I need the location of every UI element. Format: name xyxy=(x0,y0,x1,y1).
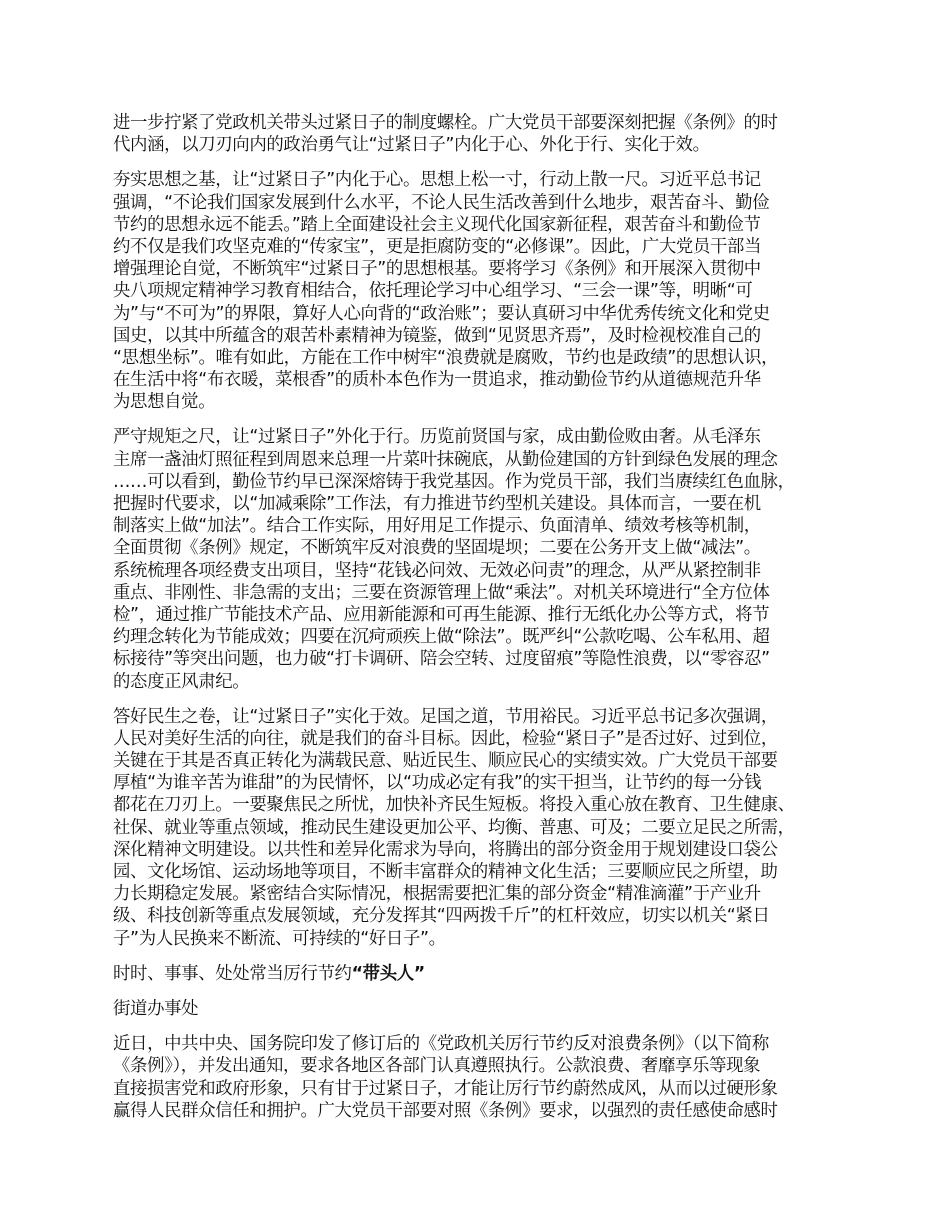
text-line: 都花在刀刃上。一要聚焦民之所忧，加快补齐民生短板。将投入重心放在教育、卫生健康、 xyxy=(113,795,795,816)
text-line: 国史，以其中所蕴含的艰苦朴素精神为镜鉴，做到“见贤思齐焉”，及时检视校准自己的 xyxy=(113,325,761,346)
text-line: 系统梳理各项经费支出项目，坚持“花钱必问效、无效必问责”的理念，从严从紧控制非 xyxy=(113,560,761,581)
heading-quoted-text: “带头人” xyxy=(351,963,425,984)
text-line: 园、文化场馆、运动场地等项目，不断丰富群众的精神文化生活；三要顺应民之所望，助 xyxy=(113,862,778,882)
text-line: “思想坐标”。唯有如此，方能在工作中树牢“浪费就是腐败，节约也是政绩”的思想认识， xyxy=(113,347,779,368)
text-line: 力长期稳定发展。紧密结合实际情况，根据需要把汇集的部分资金“精准滴灌”于产业升 xyxy=(113,884,761,905)
text-line: 增强理论自觉，不断筑牢“过紧日子”的思想根基。要将学习《条例》和开展深入贯彻中 xyxy=(113,259,761,280)
text-line: 约理念转化为节能成效；四要在沉疴顽疾上做“除法”。既严纠“公款吃喝、公车私用、超 xyxy=(113,627,770,648)
text-line: 关键在于其是否真正转化为满载民意、贴近民生、顺应民心的实绩实效。广大党员干部要 xyxy=(113,751,778,772)
text-line: 检”，通过推广节能技术产品、应用新能源和可再生能源、推行无纸化办公等方式，将节 xyxy=(113,604,770,625)
text-line: 近日，中共中央、国务院印发了修订后的《党政机关厉行节约反对浪费条例》（以下简称 xyxy=(113,1034,769,1055)
text-line: 全面贯彻《条例》规定，不断筑牢反对浪费的坚固堤坝；二要在公务开支上做“减法”。 xyxy=(113,538,761,559)
text-line: 《条例》），并发出通知，要求各地区各部门认真遵照执行。公款浪费、奢靡享乐等现象 xyxy=(113,1056,761,1077)
heading-text: 时时、事事、处处常当厉行节约 xyxy=(113,963,352,984)
text-line: 约不仅是我们攻坚克难的“传家宝”，更是拒腐防变的“必修课”。因此，广大党员干部当 xyxy=(113,236,762,257)
text-line: 人民对美好生活的向往，就是我们的奋斗目标。因此，检验“紧日子”是否过好、过到位， xyxy=(113,728,778,749)
article-heading xyxy=(113,963,873,985)
text-line: 厚植“为谁辛苦为谁甜”的为民情怀，以“功成必定有我”的实干担当，让节约的每一分钱 xyxy=(113,773,762,794)
text-line: 严守规矩之尺，让“过紧日子”外化于行。历览前贤国与家，成由勤俭败由奢。从毛泽东 xyxy=(113,427,761,448)
heading-line xyxy=(113,963,873,985)
text-line: 重点、非刚性、非急需的支出；三要在资源管理上做“乘法”。对机关环境进行“全方位体 xyxy=(113,582,770,603)
text-line: 主席一盏油灯照征程到周恩来总理一片菜叶抹碗底，从勤俭建国的方针到绿色发展的理念 xyxy=(113,449,778,470)
article-author xyxy=(113,998,873,1020)
text-line: 直接损害党和政府形象，只有甘于过紧日子，才能让厉行节约蔚然成风，从而以过硬形象 xyxy=(113,1078,778,1099)
text-line: 为”与“不可为”的界限，算好人心向背的“政治账”；要认真研习中华优秀传统文化和党史 xyxy=(113,303,770,324)
text-line: 赢得人民群众信任和拥护。广大党员干部要对照《条例》要求，以强烈的责任感使命感时 xyxy=(113,1100,778,1121)
paragraph-opening xyxy=(113,1033,873,1122)
text-line: 为思想自觉。 xyxy=(113,392,216,413)
text-line: 标接待”等突出问题，也力破“打卡调研、陪会空转、过度留痕”等隐性浪费，以“零容忍” xyxy=(113,649,770,670)
text-line: 社保、就业等重点领域，推动民生建设更加公平、均衡、普惠、可及；二要立足民之所需， xyxy=(113,817,795,838)
author-line: 街道办事处 xyxy=(113,998,199,1019)
text-line: 强调，“不论我们国家发展到什么水平，不论人民生活改善到什么地步，艰苦奋斗、勤俭 xyxy=(113,192,770,213)
text-line: 深化精神文明建设。以共性和差异化需求为导向，将腾出的部分资金用于规划建设口袋公 xyxy=(113,839,778,860)
text-line: 节约的思想永远不能丢。”踏上全面建设社会主义现代化国家新征程，艰苦奋斗和勤俭节 xyxy=(113,214,761,235)
text-line: ……可以看到，勤俭节约早已深深熔铸于我党基因。作为党员干部，我们当赓续红色血脉， xyxy=(113,471,795,492)
text-line: 代内涵，以刀刃向内的政治勇气让“过紧日子”内化于心、外化于行、实化于效。 xyxy=(113,135,710,156)
text-line: 制落实上做“加法”。结合工作实际，用好用足工作提示、负面清单、绩效考核等机制， xyxy=(113,516,761,537)
text-line: 夯实思想之基，让“过紧日子”内化于心。思想上松一寸，行动上散一尺。习近平总书记 xyxy=(113,170,761,191)
text-line: 答好民生之卷，让“过紧日子”实化于效。足国之道，节用裕民。习近平总书记多次强调， xyxy=(113,706,778,727)
paragraph-livelihood xyxy=(113,706,873,950)
text-line: 子”为人民换来不断流、可持续的“好日子”。 xyxy=(113,928,446,949)
paragraph-rules-ruler xyxy=(113,426,873,692)
article-body xyxy=(113,112,873,1135)
text-line: 把握时代要求，以“加减乘除”工作法，有力推进节约型机关建设。具体而言，一要在机 xyxy=(113,494,761,514)
paragraph-intro-continuation xyxy=(113,112,873,156)
text-line: 在生活中将“布衣暖，菜根香”的质朴本色作为一贯追求，推动勤俭节约从道德规范升华 xyxy=(113,370,761,391)
text-line: 的态度正风肃纪。 xyxy=(113,671,250,692)
text-line: 进一步拧紧了党政机关带头过紧日子的制度螺栓。广大党员干部要深刻把握《条例》的时 xyxy=(113,113,778,133)
text-line: 央八项规定精神学习教育相结合，依托理论学习中心组学习、“三会一课”等，明晰“可 xyxy=(113,281,753,302)
paragraph-thought-foundation xyxy=(113,169,873,413)
text-line: 级、科技创新等重点发展领域，充分发挥其“四两拨千斤”的杠杆效应，切实以机关“紧日 xyxy=(113,906,770,927)
